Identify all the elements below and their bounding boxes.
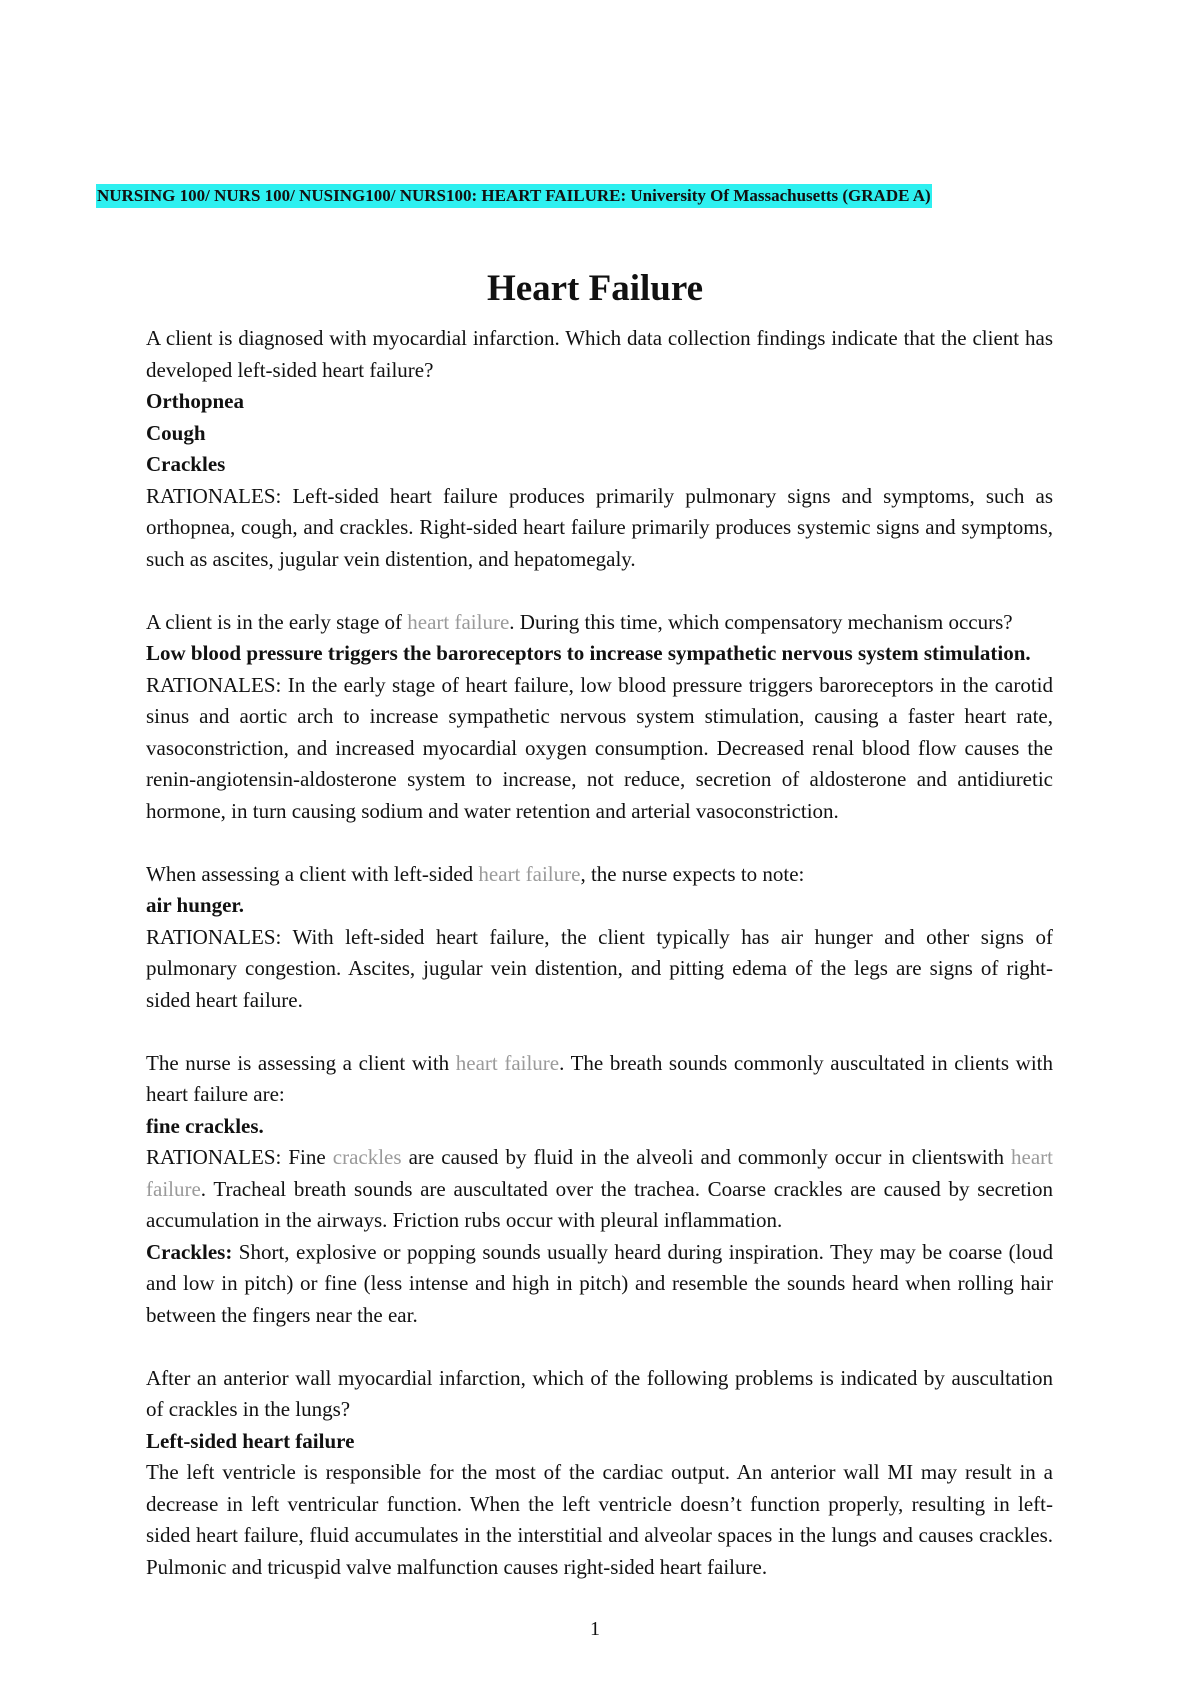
heart-failure-link[interactable]: heart failure bbox=[146, 1145, 1053, 1201]
spacer bbox=[146, 827, 1053, 859]
rationale-3: RATIONALES: With left-sided heart failure, the client typically has air hunger and other signs of pulmonary congestion. Ascites, jugular vein distention, and pitting edema of the legs are signs of right-sided heart failure. bbox=[146, 924, 1053, 1012]
question-3: When assessing a client with left-sided heart failure, the nurse expects to note: bbox=[146, 861, 805, 886]
spacer bbox=[146, 1016, 1053, 1048]
document-body bbox=[146, 323, 1053, 1583]
answer-2: Low blood pressure triggers the baroreceptors to increase sympathetic nervous system stimulation. bbox=[146, 641, 1031, 665]
answer-1a: Orthopnea bbox=[146, 389, 245, 413]
heart-failure-link[interactable]: heart failure bbox=[455, 1050, 560, 1075]
answer-4: fine crackles. bbox=[146, 1113, 264, 1138]
question-5: After an anterior wall myocardial infarction, which of the following problems is indicated by auscultation of crackles in the lungs? bbox=[146, 1365, 1053, 1421]
rationale-1: RATIONALES: Left-sided heart failure produces primarily pulmonary signs and symptoms, such as orthopnea, cough, and crackles. Right-sided heart failure primarily produces systemic signs and symptoms, such as ascites, jugular vein distention, and hepatomegaly. bbox=[146, 483, 1053, 571]
heart-failure-link[interactable]: heart failure bbox=[407, 609, 510, 634]
heart-failure-link[interactable]: heart failure bbox=[478, 861, 581, 886]
rationale-4: RATIONALES: Fine crackles are caused by fluid in the alveoli and commonly occur in clientswith heart failure. Tracheal breath sounds are auscultated over the trachea. Coarse crackles are caused by secretion accumulation in the airways. Friction rubs occur with pleural inflammation. bbox=[146, 1145, 1053, 1232]
page-number: 1 bbox=[590, 1618, 600, 1640]
spacer bbox=[146, 1331, 1053, 1363]
question-1: A client is diagnosed with myocardial infarction. Which data collection findings indicate that the client has developed left-sided heart failure? bbox=[146, 326, 1053, 382]
question-2: A client is in the early stage of heart failure. During this time, which compensatory mechanism occurs? bbox=[146, 609, 1013, 634]
page-title: Heart Failure bbox=[486, 268, 704, 309]
answer-1b: Cough bbox=[146, 420, 206, 445]
crackles-link[interactable]: crackles bbox=[332, 1145, 402, 1169]
answer-3: air hunger. bbox=[146, 893, 245, 917]
question-4: The nurse is assessing a client with heart failure. The breath sounds commonly auscultated in clients with heart failure are: bbox=[146, 1050, 1053, 1106]
rationale-5: The left ventricle is responsible for the most of the cardiac output. An anterior wall MI may result in a decrease in left ventricular function. When the left ventricle doesn’t function properly, resulting in left-sided heart failure, fluid accumulates in the interstitial and alveolar spaces in the lungs and causes crackles. Pulmonic and tricuspid valve malfunction causes right-sided heart failure. bbox=[146, 1460, 1053, 1579]
answer-5: Left-sided heart failure bbox=[146, 1428, 355, 1453]
spacer bbox=[146, 575, 1053, 607]
rationale-2: RATIONALES: In the early stage of heart failure, low blood pressure triggers baroreceptors in the carotid sinus and aortic arch to increase sympathetic nervous system stimulation, causing a faster heart rate, vasoconstriction, and increased myocardial oxygen consumption. Decreased renal blood flow causes the renin-angiotensin-aldosterone system to increase, not reduce, secretion of aldosterone and antidiuretic hormone, in turn causing sodium and water retention and arterial vasoconstriction. bbox=[146, 672, 1053, 823]
crackles-note: Crackles: Short, explosive or popping sounds usually heard during inspiration. They may be coarse (loud and low in pitch) or fine (less intense and high in pitch) and resemble the sounds heard when rolling hair between the fingers near the ear. bbox=[146, 1239, 1053, 1327]
header-banner: NURSING 100/ NURS 100/ NUSING100/ NURS100: HEART FAILURE: University Of Massachusetts (GRADE A) bbox=[96, 184, 932, 208]
answer-1c: Crackles bbox=[146, 452, 226, 476]
crackles-note-label: Crackles: bbox=[146, 1239, 233, 1264]
